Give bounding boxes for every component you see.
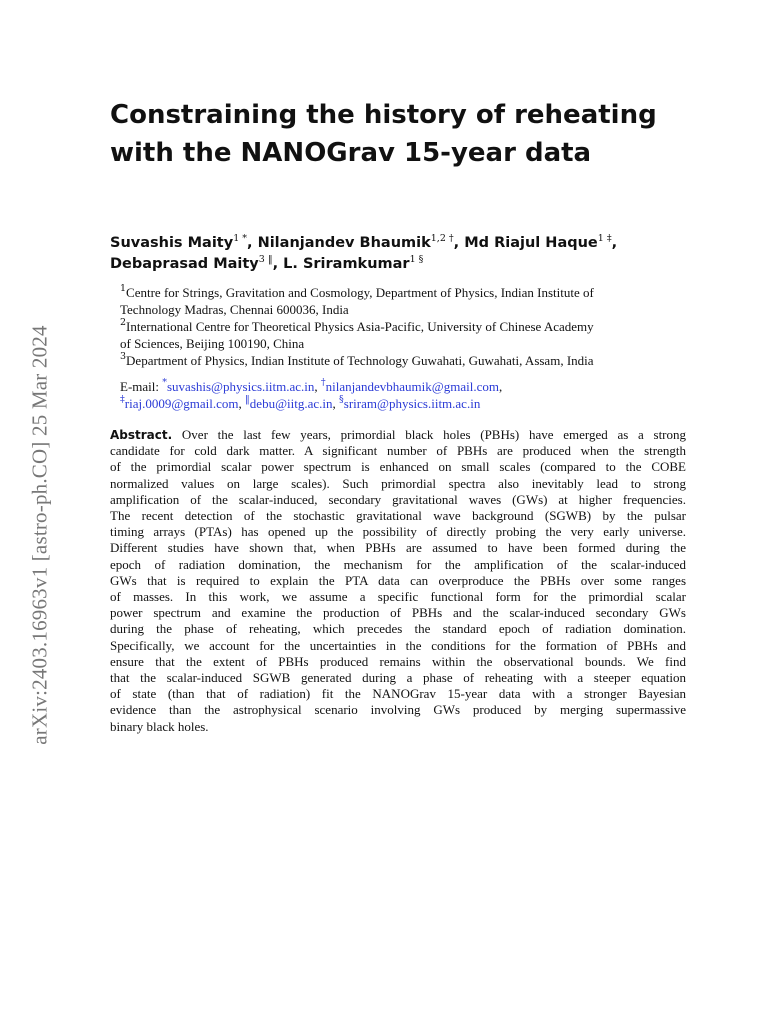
author-separator: , [272,256,284,272]
abstract-line: GWs that is required to explain the PTA data can overproduce the PBHs over some ranges [110,572,686,588]
abstract-line: Specifically, we account for the uncertainties in the conditions for the formation of PBHs and [110,637,686,653]
author-line-1 [110,233,690,254]
abstract-line: normalized values on large scales). Such primordial spectra also inevitably lead to strong [110,475,686,491]
author-line-2 [110,254,690,275]
affiliation-text: Centre for Strings, Gravitation and Cosmology, Department of Physics, Indian Institute of [126,285,594,300]
author-separator: , [611,235,618,251]
title-line-2: with the NANOGrav 15-year data [110,138,592,168]
affiliation-number: 2 [120,317,127,328]
affiliation-text: Department of Physics, Indian Institute of Technology Guwahati, Guwahati, Assam, India [126,353,594,368]
author-name: Nilanjandev Bhaumik [257,235,431,251]
abstract-line: candidate for cold dark matter. A significant number of PBHs are produced when the strength [110,443,686,459]
abstract-line: of state (than that of radiation) fit the NANOGrav 15-year data with a stronger Bayesian [110,686,686,702]
abstract-heading: Abstract. [110,428,173,442]
author-name: Suvashis Maity [110,235,234,251]
paper-title [110,96,710,172]
abstract [110,427,686,735]
affiliation-text: International Centre for Theoretical Physics Asia-Pacific, University of Chinese Academy [126,319,594,334]
author-affiliation-mark: 1 § [409,254,424,265]
author-affiliation-mark: 1 ‡ [597,233,612,244]
email-link-maity[interactable]: suvashis@physics.iitm.ac.in [167,379,315,394]
affiliation-text: Technology Madras, Chennai 600036, India [120,301,349,317]
abstract-line: The recent detection of the stochastic gravitational wave background (SGWB) by the pulsar [110,508,686,524]
author-affiliation-mark: 1,2 † [430,233,454,244]
affiliation-number: 1 [120,283,127,294]
email-mark: * [162,377,167,388]
author-name: Md Riajul Haque [464,235,598,251]
abstract-line: of masses. In this work, we assume a specific functional form for the primordial scalar [110,589,686,605]
affiliation-text: of Sciences, Beijing 100190, China [120,335,305,351]
affiliation-list [120,285,685,371]
email-block: E-mail: *suvashis@physics.iitm.ac.in, †nilanjandevbhaumik@gmail.com, ‡riaj.0009@gmail.com, ‖debu@iitg.ac.in, §sriram@physics.iitm.ac.in [120,377,503,411]
author-affiliation-mark: 3 ‖ [258,254,273,265]
affiliation-item [120,319,685,352]
email-mark: † [320,377,326,388]
email-link-debu[interactable]: debu@iitg.ac.in [249,395,333,411]
abstract-line: that the scalar-induced SGWB generated during a phase of reheating with a steeper equation [110,670,686,686]
author-separator: , [247,235,258,251]
email-link-haque[interactable]: riaj.0009@gmail.com [124,395,239,411]
email-link-sriram[interactable]: sriram@physics.iitm.ac.in [343,395,481,411]
email-mark: ‖ [245,393,250,405]
email-mark: ‡ [120,393,125,405]
email-mark: § [339,393,344,405]
author-name: L. Sriramkumar [283,256,410,272]
abstract-line: evidence than the astrophysical scenario involving GWs produced by merging supermassive [110,702,686,718]
author-list [110,233,690,275]
abstract-line: Different studies have shown that, when PBHs are assumed to have been formed during the [110,540,686,556]
author-name: Debaprasad Maity [110,256,259,272]
email-link-bhaumik[interactable]: nilanjandevbhaumik@gmail.com [325,379,499,394]
author-affiliation-mark: 1 * [233,233,248,244]
abstract-line: epoch of radiation domination, the mechanism for the amplification of the scalar-induced [110,556,686,572]
title-line-1: Constraining the history of reheating [110,100,657,130]
abstract-line: binary black holes. [110,718,209,734]
abstract-line: amplification of the scalar-induced, secondary gravitational waves (GWs) at higher frequencies. [110,491,686,507]
author-separator: , [453,235,465,251]
affiliation-item [120,285,685,318]
affiliation-number: 3 [120,351,127,362]
abstract-line: timing arrays (PTAs) has opened up the possibility of directly probing the very early universe. [110,524,686,540]
arxiv-identifier-stamp[interactable]: arXiv:2403.16963v1 [astro-ph.CO] 25 Mar 2024 [27,325,52,745]
abstract-line: during the phase of reheating, which precedes the standard epoch of radiation domination. [110,621,686,637]
affiliation-item [120,353,685,370]
email-label: E-mail: [120,379,159,394]
abstract-line: Over the last few years, primordial black holes (PBHs) have emerged as a strong [181,427,687,442]
abstract-line: power spectrum and examine the production of PBHs and the scalar-induced secondary GWs [110,605,686,621]
abstract-line: of the primordial scalar power spectrum is enhanced on small scales (compared to the COBE [110,459,686,475]
abstract-line: ensure that the extent of PBHs produced remains within the observational bounds. We find [110,653,686,669]
